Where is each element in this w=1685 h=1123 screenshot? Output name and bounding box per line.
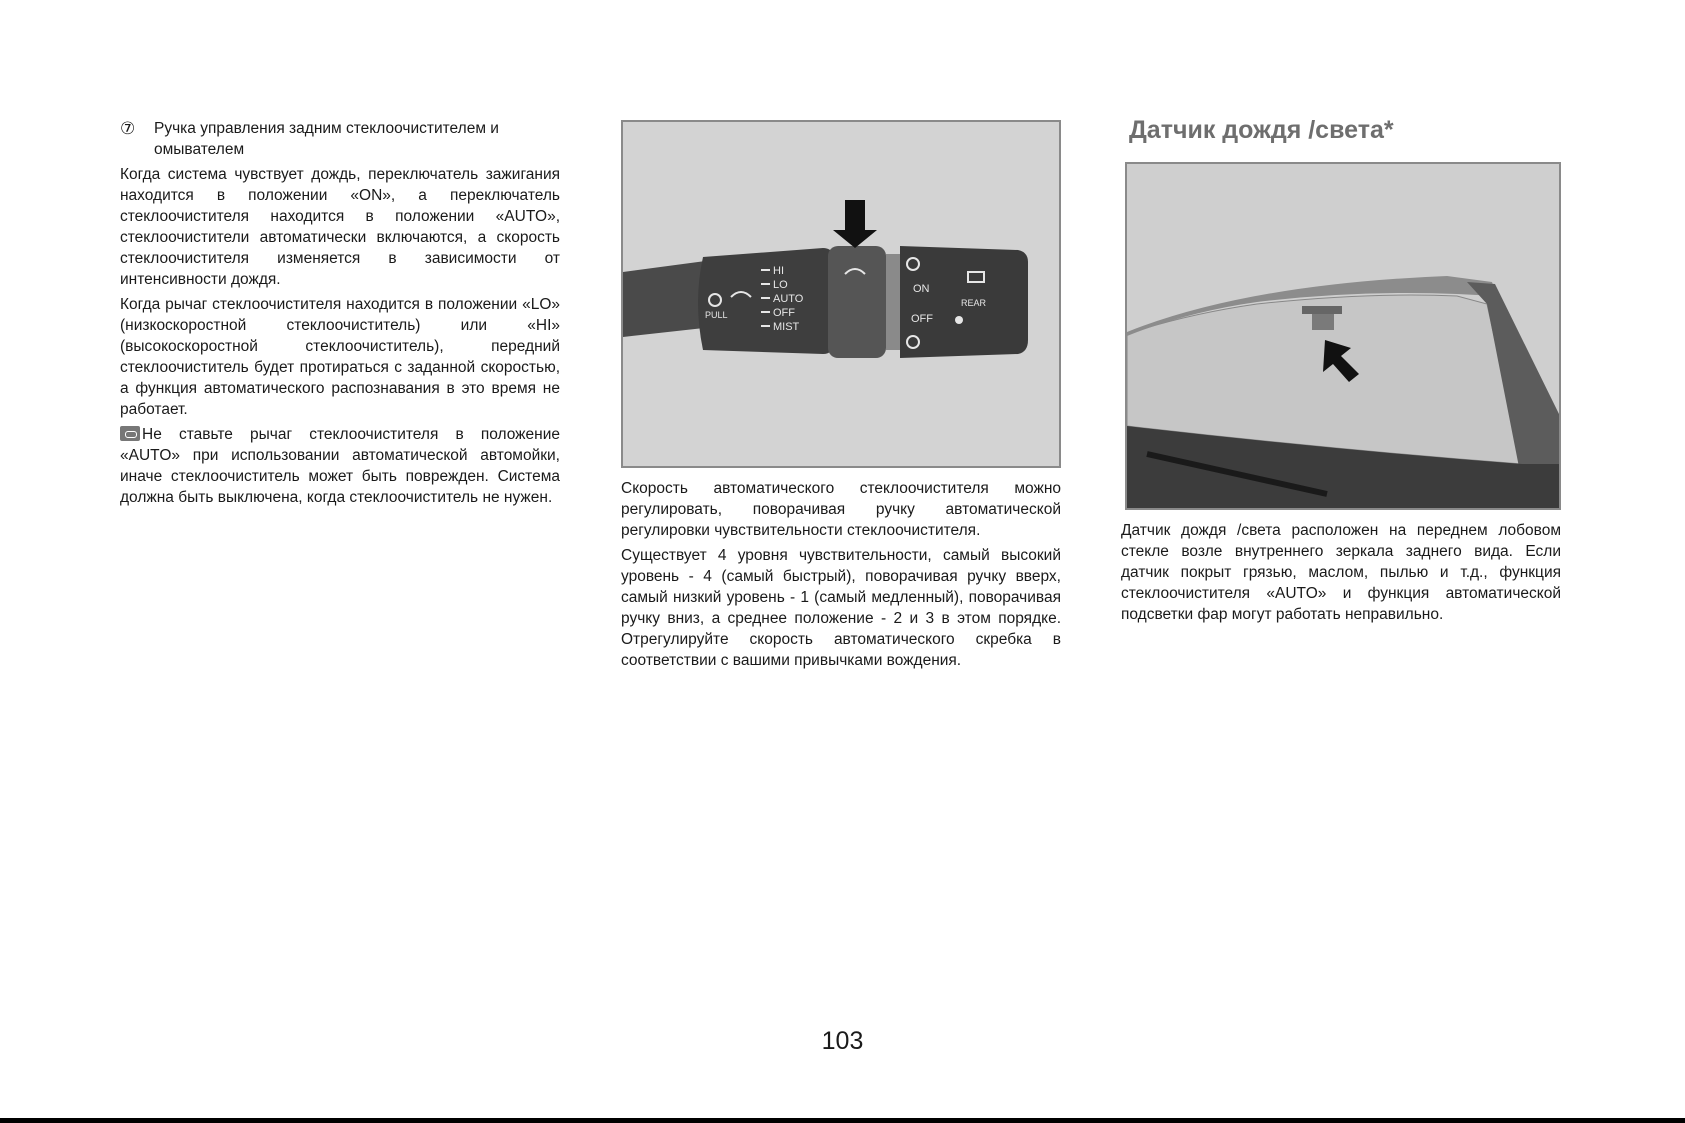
label-on: ON [913,283,930,295]
windshield-figure [1125,162,1561,510]
middle-column [621,120,1061,675]
item-title: Ручка управления задним стеклоочистителем и омывателем [154,120,499,158]
label-hi: HI [773,265,784,277]
lever-collar [886,254,900,350]
paragraph-sensor-location: Датчик дождя /света расположен на переднем лобовом стекле возле внутреннего зеркала заднего вида. Если датчик покрыт грязью, маслом, пылью и т.д., функция стеклоочистителя «AUTO» и функция автоматической подсветки фар могут работать неправильно. [1121,522,1561,623]
wiper-lever-figure [621,120,1061,468]
sensitivity-ring [828,246,886,358]
item-heading [120,118,560,160]
label-auto: AUTO [773,293,804,305]
note-icon [120,426,140,441]
paragraph-lo-hi-mode: Когда рычаг стеклоочистителя находится в положении «LO» (низкоскоростной стеклоочиститель) или «HI» (высокоскоростной стеклоочиститель), передний стеклоочиститель будет протираться с заданной скоростью, а функция автоматического распознавания в это время не работает. [120,296,560,418]
page-number: 103 [821,1027,864,1055]
mirror-mount [1302,306,1342,314]
label-off: OFF [773,307,795,319]
paragraph-sensitivity-levels: Существует 4 уровня чувствительности, самый высокий уровень - 4 (самый быстрый), поворачивая ручку вверх, самый низкий уровень - 1 (самый медленный), поворачивая ручку вниз, а среднее положение - 2 и 3 в этом порядке. Отрегулируйте скорость автоматического скребка в соответствии с вашими привычками вождения. [621,547,1061,669]
label-pull: PULL [705,310,728,320]
label-mist: MIST [773,321,800,333]
bottom-border [0,1118,1685,1123]
right-column [1121,116,1561,629]
item-number: ⑦ [120,119,136,138]
note-paragraph [120,424,560,508]
label-rear: REAR [961,298,987,308]
section-title: Датчик дождя /света* [1129,116,1394,144]
label-off-rear: OFF [911,313,933,325]
windshield-illustration [1127,164,1559,508]
rain-sensor [1312,312,1334,330]
lever-body [698,248,833,354]
paragraph-auto-mode: Когда система чувствует дождь, переключатель зажигания находится в положении «ON», а переключатель стеклоочистителя находится в положении «AUTO», стеклоочистители автоматически включаются, а скорость стеклоочистителя изменяется в зависимости от интенсивности дождя. [120,166,560,288]
paragraph-speed-adjust: Скорость автоматического стеклоочистителя можно регулировать, поворачивая ручку автоматической регулировки чувствительности стеклоочистителя. [621,480,1061,539]
wiper-lever-illustration [623,122,1059,466]
label-lo: LO [773,279,788,291]
indicator-dot [955,316,963,324]
note-text: Не ставьте рычаг стеклоочистителя в положение «AUTO» при использовании автоматической автомойки, иначе стеклоочиститель может быть поврежден. Система должна быть выключена, когда стеклоочиститель не нужен. [120,426,560,506]
left-column [120,118,560,512]
